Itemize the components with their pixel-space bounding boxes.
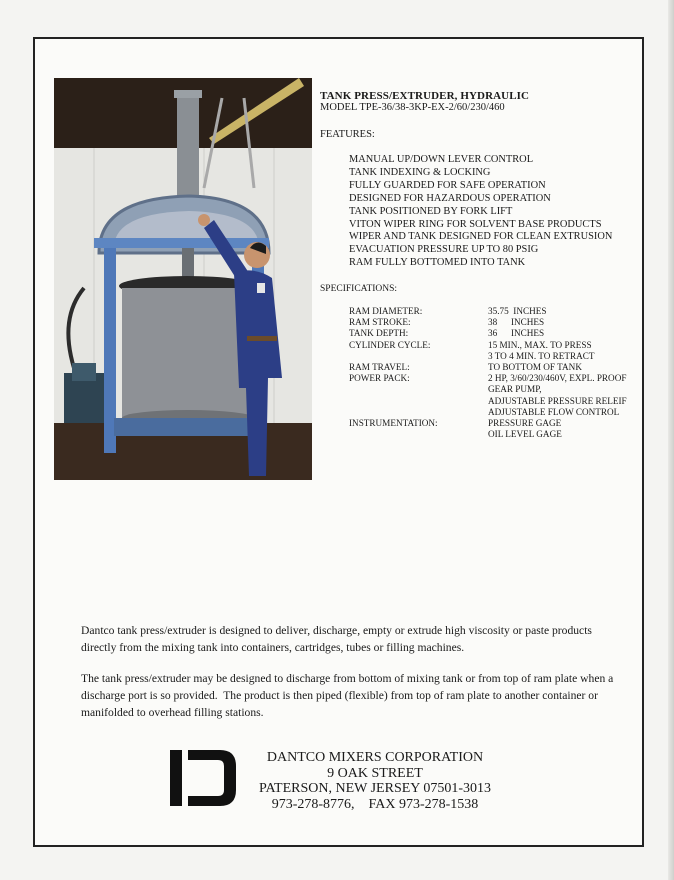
spec-label-cylinder-cycle: CYLINDER CYCLE:: [349, 339, 431, 350]
spec-value-power-pack: 2 HP, 3/60/230/460V, EXPL. PROOF: [488, 373, 627, 384]
description-paragraph-1: Dantco tank press/extruder is designed to deliver, discharge, empty or extrude high viscosity or paste products directly from the mixing tank into containers, cartridges, tubes or filling machines.: [81, 624, 592, 654]
spec-value-ram-stroke: 38 INCHES: [488, 317, 545, 328]
spec-label-power-pack: POWER PACK:: [349, 373, 410, 384]
feature-item: RAM FULLY BOTTOMED INTO TANK: [349, 257, 526, 269]
description-paragraph-2: The tank press/extruder may be designed to discharge from bottom of mixing tank or from top of ram plate when a discharge port is so provided. The product is then piped (flexible) from top of ram plate to another container or manifolded to overhead filling stations.: [81, 672, 617, 719]
spec-label-tank-depth: TANK DEPTH:: [349, 328, 409, 339]
feature-item: TANK INDEXING & LOCKING: [349, 166, 491, 178]
spec-value-power-pack: ADJUSTABLE FLOW CONTROL: [488, 406, 620, 417]
spec-value-instrumentation: PRESSURE GAGE: [488, 417, 562, 428]
spec-spacer: [349, 384, 438, 395]
company-phone: 973-278-8776, FAX 973-278-1538: [271, 796, 479, 812]
company-logo: [170, 750, 236, 806]
spec-value-ram-diameter: 35.75 INCHES: [488, 306, 547, 316]
spec-spacer: [349, 407, 438, 418]
spec-value-instrumentation: OIL LEVEL GAGE: [488, 429, 562, 440]
feature-item: WIPER AND TANK DESIGNED FOR CLEAN EXTRUSION: [349, 231, 613, 243]
features-heading: FEATURES:: [320, 129, 375, 140]
spec-value-power-pack: GEAR PUMP,: [488, 384, 542, 395]
feature-item: EVACUATION PRESSURE UP TO 80 PSIG: [349, 244, 539, 256]
spec-value-cylinder-cycle: 15 MIN., MAX. TO PRESS: [488, 339, 592, 350]
product-photo: [54, 78, 312, 480]
spec-values: [488, 306, 627, 440]
feature-item: MANUAL UP/DOWN LEVER CONTROL: [349, 154, 534, 165]
feature-item: VITON WIPER RING FOR SOLVENT BASE PRODUCTS: [349, 218, 602, 230]
specifications-heading: SPECIFICATIONS:: [320, 284, 398, 294]
spec-label-ram-stroke: RAM STROKE:: [349, 317, 411, 328]
feature-item: DESIGNED FOR HAZARDOUS OPERATION: [349, 192, 551, 204]
spec-spacer: [349, 351, 438, 362]
company-info: [240, 750, 510, 812]
spec-label-ram-diameter: RAM DIAMETER:: [349, 306, 423, 316]
product-title: TANK PRESS/EXTRUDER, HYDRAULIC: [320, 90, 530, 102]
feature-item: TANK POSITIONED BY FORK LIFT: [349, 205, 513, 217]
spec-value-power-pack: ADJUSTABLE PRESSURE RELEIF: [488, 395, 627, 406]
spec-spacer: [349, 396, 438, 407]
company-name: DANTCO MIXERS CORPORATION: [266, 750, 484, 765]
spec-label-ram-travel: RAM TRAVEL:: [349, 361, 410, 372]
features-list: [349, 154, 612, 270]
company-street: 9 OAK STREET: [327, 765, 423, 781]
scan-edge: [668, 0, 674, 880]
spec-value-cylinder-cycle: 3 TO 4 MIN. TO RETRACT: [488, 350, 595, 361]
spec-value-ram-travel: TO BOTTOM OF TANK: [488, 361, 582, 372]
company-city: PATERSON, NEW JERSEY 07501-3013: [258, 781, 492, 796]
feature-item: FULLY GUARDED FOR SAFE OPERATION: [349, 179, 546, 191]
spec-value-tank-depth: 36 INCHES: [488, 328, 545, 339]
model-number: MODEL TPE-36/38-3KP-EX-2/60/230/460: [320, 102, 505, 113]
spec-label-instrumentation: INSTRUMENTATION:: [349, 417, 438, 428]
spec-labels: [349, 306, 438, 429]
